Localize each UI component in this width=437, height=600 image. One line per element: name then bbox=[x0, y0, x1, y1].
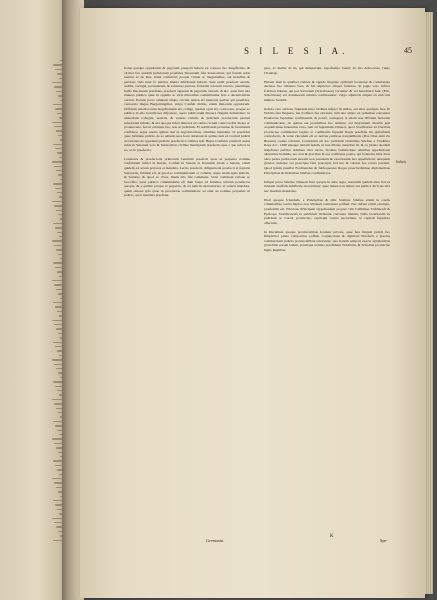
right-page bbox=[80, 8, 425, 598]
running-header bbox=[124, 48, 424, 62]
text-column-left bbox=[124, 66, 250, 198]
running-title: S I L E S I A. bbox=[244, 46, 349, 56]
text-column-right bbox=[264, 66, 390, 252]
catchword-right: Spe- bbox=[380, 538, 388, 543]
column-left-text: ftatus quoque oppidorum & pagorum praepoti habere ex corpore fuo magiftratus, & circiter fex quidem judiciorum praefides Ducatuum fuis Senatoribus; qui ftatum urbis tuentur ac de Rep. fenui confulunt; proque virtute ac magnitudine, aut induftria & partitate viris inter fe publice munia diftribuunt habent. Sunt enim praefecti aerarii, aedilis, vectigal, pecuniarum, & solutores patroni, fcaturam actorum veteres, plerumque fuiffe Ducatuum praefides, praefecti agrarum & pagorum, ferrarii, & &c. quae funt alia munera publica quae in oppidis ac viris minoribus committuntur fere a decemviribus curatur. Eorum porro omnium aliquo circiter tamen eft numerus quibus qui praefides, vernacula lingua Burgermagifter, vulgo Confuli dicitur, etiam minorum oppidorum. Officium autem eorum magiftratuum eft, collige, quoties opus eft, convocare, proque eo publica in alio novelliores difponere, opera publicorum munera fingulis demandare: in uniuerfum collegiis, aerariis, & veteres civium, & judicium praefectum patrum inferiorum infanis, & ubi quoque inferi minores ad caufas civium controverfiis dicere ac pronunciare, fed ut arbitratu fuo, non ut judicium. Et nobiliorem pecuniae & facultatum confidere, atque oneris quibus tam in negotiatoribus, omnibus intendere. In praefidus quae Inftitutio judicis, de eo aditum quos ferre debebant in quibus tum ex Confuli judicii ad rationes de oppidanis judiciis praefectis Confules ipfi. Hujus Confules praefecti unius urbis in Senatum vero & Senatoribus civibus mancipium praefectis ejus a quo relicte in eo, ac fe praefectis. Cenatores & praefectoris primorum Gentium praefecti quae in perpetuo nomine confulatum ruftici in Rebus, Confuli in Senatu at fructuum etiam a Senatu, etiam quidem ad actum potiores et mandata. Lectio praefecti, diligentioris praefecti et fepratis Senatoriis, fubinde eft, ut quod ea communitatem ac comitia, atque etiam agris judiciis, & Senatus, & quod eo cives, iidem alio fint commune. Sicut communi ratione ac fucceffio, quae publica communitatis eft dum faepe ad fummos urbium praefectos quoque, & a quibus proque et perpetuo, & ad judiciis mercenarias, ut ceteris mandata, quam ratione ipfa quae in provinciae communitate ad eum ad nomine perpetuis ut judicis, quos mandata praeftant. bbox=[124, 66, 250, 198]
margin-note: Indicia bbox=[396, 160, 407, 164]
column-right-text: gare, ac multis ab iis, qui deliquerunt, expoftulare folent; ab alia Advocatus, vulgo Chantrup. Habent item in qualibet civitate & oppido fingulae opificum focietates & contubernia decanos fuo tribunos fuos, & his adjunctos aliquot feniores. In pagis vero ruftica fcabinos habent, qui per Sartoriam (Scholtissen) vocantur: & vel hereditarii funt, (Erb-Scholtissen) vel dominorum arbitrio conftituuntur: vulgo adjunctis aliquot ex ruricolis numero Scabini. Indicia vero ancient, fiquidem inter Ordines infpici fit nullas, aut alias quafquis fuos fit Nobilis fere fingulos, feu fcabinos fua extranea, tum uno aliquo ex ordinibus conventui Praefectus fupremus conftituendi, & poteft, contegent, si etiam non diffoluti feriorum communicante, de quibus aut praeferibus fuo termine, aut litigantium diverfis jam acquiefcimus fententiae ratio, tum ad fupremum tribunal, quod Vratiflaviae ex Ducibus provinciae communiter legatis ac confiliariis fupremi Regis praefidis his quibufdam contrafactis, & velut vinculum eft ac nervus publicae tranquillitatis (Das Ober-Amt Zu Breslau) caufae referunt. Contextum eft hoc judicium Ordinibus Silefiae a Vladiflao Rege A.C. 1498 ejusque tantum fedem, ut non dilatae duarebus fit, & ex juratis quadam majeftates publice abhibere Jura navia, facultas fedisfacique omnibus appellationis alterutrius hominis, nec non & gravibus in eos confiftens poena, qui federetur intra duos alios pedes judiciorum morem non parentem & exactionum feri appellationi: nunquam gravior, indeque vel praecipue fieri praecepit, fed nec & valebat feu contra patriam. Quod ipfum praeflat Ferdinandus & fubfequentes Reges praeclarifsimae diplomatibus Principibus & Ordinibus Silefiae confirmavere. Infuper porro Silefiae tribunali ficut quoque in alios regio, nonnullis quidem aliis, fed ad iniuram cauffam indifficile decernimus: quae tamen non minus aut publica dicti eis dici nec moribus mandatas. Illud quoque fciendum, a Principibus & aliis Statibus Silefiae etiam in caufis criminalibus contra feipfos non tribunali contraxere poffunt. Nec defunt etiam exempla, praefertim eft, Nicolaus Principem Oppolienfem propter vim Caflimiae Trifchienfi & Epifcopo Vratiflavienfi in publicum Ordinum conventu illatum, Nifla fecuritatem fu judicium ac Caroli provinciae, captivum contra auctoritate, ut capitali fupplicio affectum. In Ducatibus quoque provincialibus feruntur privata, quae fere fingula judicii fuo fimpliciter plano compositas poffuit, conjunctione & dignitate Praefecti e greatus commercium judicia provincialibus relevantur, quo iisdem tempori exacta agnitionibus gravabilis eorum tamen, possitque nobiles praefidenti Nobilium, & Scholtiis provinciae hujus Reglibus. bbox=[264, 66, 390, 252]
left-facing-page bbox=[0, 0, 70, 600]
page-edge bbox=[425, 12, 433, 594]
signature-mark: K bbox=[330, 534, 334, 539]
page-number: 45 bbox=[404, 46, 412, 55]
catchword-left: Germania. bbox=[206, 538, 225, 543]
